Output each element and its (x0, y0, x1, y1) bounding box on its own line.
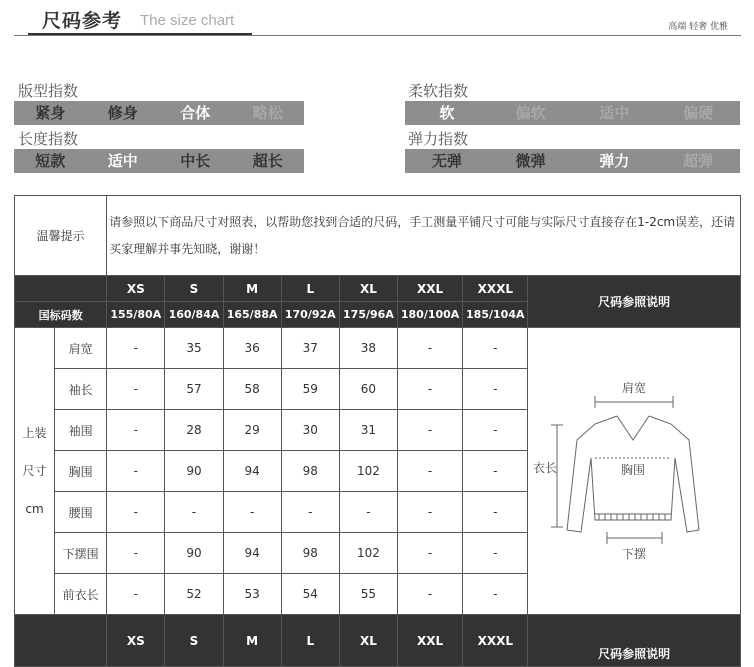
measure-value: - (463, 328, 528, 369)
index-option: 紧身 (35, 104, 66, 122)
garment-diagram-cell (528, 328, 741, 615)
size-header: XS (107, 276, 165, 302)
index-option: 短款 (35, 152, 66, 170)
hem-label: 下摆 (622, 546, 647, 561)
index-option: 适中 (107, 152, 138, 170)
size-header: XXL (398, 276, 463, 302)
size-header: XXXL (463, 276, 528, 302)
measure-value: - (107, 410, 165, 451)
size-footer: L (281, 615, 339, 667)
chest-label: 胸围 (621, 462, 646, 477)
measure-value: - (463, 533, 528, 574)
header-tags: 高端 轻奢 优雅 (668, 22, 728, 32)
measure-value: 35 (165, 328, 223, 369)
size-footer: M (223, 615, 281, 667)
measure-value: 94 (223, 533, 281, 574)
index-option: 中长 (180, 152, 211, 170)
elasticity-index-label: 弹力指数 (408, 130, 469, 148)
header-divider (14, 35, 741, 36)
measure-name: 下摆围 (55, 533, 107, 574)
measure-value: 37 (281, 328, 339, 369)
measure-value: - (107, 451, 165, 492)
measure-value: - (165, 492, 223, 533)
length-label: 衣长 (533, 460, 558, 475)
measure-value: 38 (339, 328, 397, 369)
measure-value: - (463, 369, 528, 410)
notice-label: 温馨提示 (15, 196, 107, 276)
index-option: 修身 (107, 104, 138, 122)
size-footer-blank (15, 615, 107, 667)
index-option: 偏软 (515, 104, 546, 122)
softness-index-label: 柔软指数 (408, 82, 469, 100)
measure-value: 29 (223, 410, 281, 451)
measure-value: 102 (339, 451, 397, 492)
measure-value: 53 (223, 574, 281, 615)
notice-text: 请参照以下商品尺寸对照表，以帮助您找到合适的尺码，手工测量平铺尺寸可能与实际尺寸直接存在1-2cm误差，还请买家理解并事先知晓，谢谢！ (107, 196, 741, 276)
measure-value: 98 (281, 451, 339, 492)
gb-size: 170/92A (281, 302, 339, 328)
measure-value: - (107, 328, 165, 369)
size-header: M (223, 276, 281, 302)
gb-size: 165/88A (223, 302, 281, 328)
measure-name: 前衣长 (55, 574, 107, 615)
size-footer: XXXL (463, 615, 528, 667)
size-ref-label: 尺码参照说明 (528, 276, 741, 328)
size-header: L (281, 276, 339, 302)
measure-value: - (398, 451, 463, 492)
measure-value: 54 (281, 574, 339, 615)
measure-name: 胸围 (55, 451, 107, 492)
measure-value: - (107, 574, 165, 615)
measure-value: - (398, 492, 463, 533)
shoulder-label: 肩宽 (622, 380, 647, 395)
size-footer: XXL (398, 615, 463, 667)
gb-label: 国标码数 (15, 302, 107, 328)
fit-index-bar (14, 101, 304, 125)
measure-name: 肩宽 (55, 328, 107, 369)
measure-value: 28 (165, 410, 223, 451)
measure-value: 31 (339, 410, 397, 451)
measure-value: 90 (165, 533, 223, 574)
measure-value: 36 (223, 328, 281, 369)
measure-value: 90 (165, 451, 223, 492)
category-text: 上装 (22, 426, 47, 440)
measure-value: - (398, 410, 463, 451)
header-subtitle: The size chart (140, 12, 235, 29)
index-option: 软 (439, 104, 455, 122)
softness-index-bar (405, 101, 740, 125)
category-text: 尺寸 (22, 464, 47, 478)
measure-value: - (339, 492, 397, 533)
index-option: 偏硬 (683, 104, 714, 122)
size-header: S (165, 276, 223, 302)
sweater-diagram (529, 330, 739, 610)
index-option: 略松 (252, 104, 283, 122)
measure-value: - (463, 492, 528, 533)
size-footer: S (165, 615, 223, 667)
gb-size: 180/100A (398, 302, 463, 328)
measure-value: - (398, 328, 463, 369)
measure-value: - (463, 410, 528, 451)
header-title: 尺码参考 (42, 10, 123, 32)
gb-size: 175/96A (339, 302, 397, 328)
measure-value: 52 (165, 574, 223, 615)
measure-value: - (463, 574, 528, 615)
measure-value: - (398, 574, 463, 615)
measure-value: - (107, 369, 165, 410)
index-option: 弹力 (599, 152, 630, 170)
size-header: XL (339, 276, 397, 302)
gb-size: 160/84A (165, 302, 223, 328)
size-header-blank (15, 276, 107, 302)
size-table (14, 195, 741, 667)
gb-size: 155/80A (107, 302, 165, 328)
category-cell (15, 328, 55, 615)
length-index-bar (14, 149, 304, 173)
measure-value: - (398, 533, 463, 574)
measure-value: 102 (339, 533, 397, 574)
measure-value: 59 (281, 369, 339, 410)
measure-value: - (463, 451, 528, 492)
measure-value: 55 (339, 574, 397, 615)
length-index-label: 长度指数 (18, 130, 79, 148)
measure-value: 60 (339, 369, 397, 410)
gb-size: 185/104A (463, 302, 528, 328)
fit-index-label: 版型指数 (18, 82, 79, 100)
index-option: 超长 (252, 152, 283, 170)
measure-value: - (107, 533, 165, 574)
index-option: 合体 (180, 104, 211, 122)
measure-value: 30 (281, 410, 339, 451)
index-option: 微弹 (515, 152, 546, 170)
measure-name: 袖围 (55, 410, 107, 451)
measure-value: 57 (165, 369, 223, 410)
measure-value: 94 (223, 451, 281, 492)
index-option: 超弹 (683, 152, 714, 170)
elasticity-index-bar (405, 149, 740, 173)
category-text: cm (25, 502, 44, 516)
measure-value: - (398, 369, 463, 410)
index-option: 无弹 (431, 152, 462, 170)
index-option: 适中 (599, 104, 630, 122)
measure-value: 58 (223, 369, 281, 410)
measure-value: - (223, 492, 281, 533)
size-ref-footer: 尺码参照说明 (528, 615, 741, 667)
measure-value: 98 (281, 533, 339, 574)
size-footer: XS (107, 615, 165, 667)
measure-name: 袖长 (55, 369, 107, 410)
measure-value: - (281, 492, 339, 533)
size-footer: XL (339, 615, 397, 667)
measure-value: - (107, 492, 165, 533)
measure-name: 腰围 (55, 492, 107, 533)
